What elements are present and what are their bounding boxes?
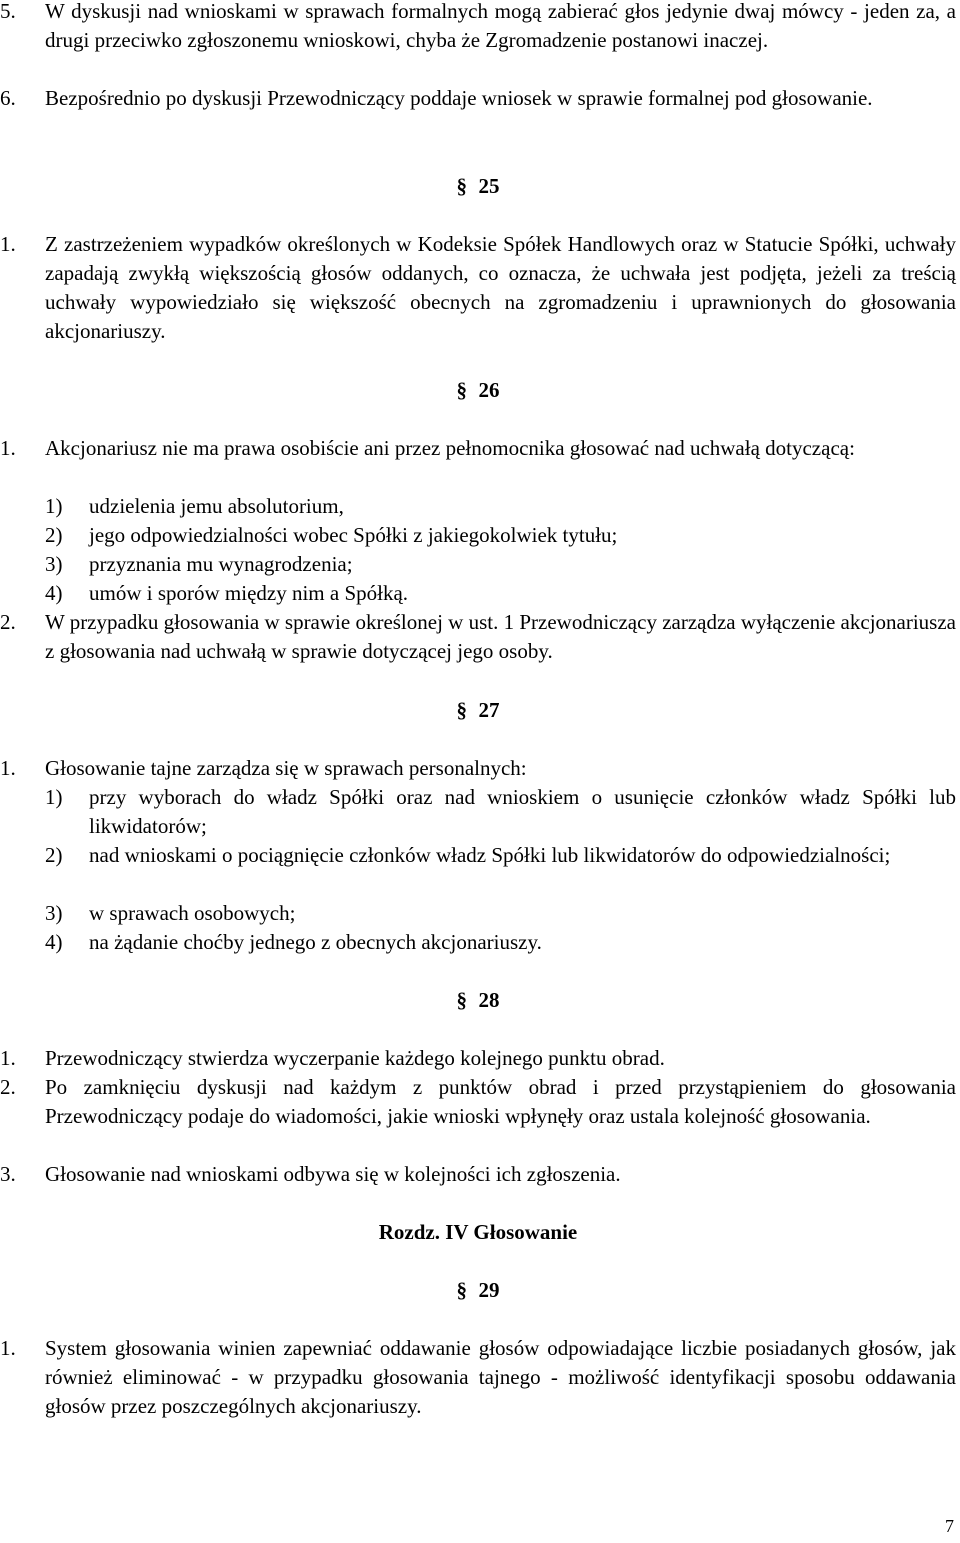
section-number: 28 <box>478 988 500 1012</box>
paragraph-text: Głosowanie tajne zarządza się w sprawach personalnych: <box>45 756 527 780</box>
list-item-text: udzielenia jemu absolutorium, <box>89 494 344 518</box>
list-item-number: 2) <box>45 843 63 867</box>
page-number: 7 <box>945 1516 954 1536</box>
chapter-title: Rozdz. IV Głosowanie <box>378 1220 578 1244</box>
paragraph-26-2 <box>0 608 956 666</box>
section-number: 25 <box>478 174 500 198</box>
section-heading-25 <box>0 172 956 201</box>
paragraph-number: 1. <box>0 232 16 256</box>
section-sign: § <box>456 698 467 722</box>
list-item-text: umów i sporów między nim a Spółką. <box>89 581 409 605</box>
paragraph-27-1 <box>0 754 956 783</box>
section-sign: § <box>456 174 467 198</box>
paragraph-text: Po zamknięciu dyskusji nad każdym z punktów obrad i przed przystąpieniem do głosowania Przewodniczący podaje do wiadomości, jakie wnioski wpłynęły oraz ustala kolejność głosowania. <box>45 1075 956 1128</box>
paragraph-text: Bezpośrednio po dyskusji Przewodniczący poddaje wniosek w sprawie formalnej pod głosowanie. <box>45 86 873 110</box>
paragraph-number: 1. <box>0 1336 16 1360</box>
list-item <box>45 492 956 521</box>
list-item <box>45 783 956 841</box>
section-sign: § <box>456 988 467 1012</box>
paragraph-28-1 <box>0 1044 956 1073</box>
list-item-number: 4) <box>45 581 63 605</box>
paragraph-25-1 <box>0 230 956 346</box>
paragraph-text: Akcjonariusz nie ma prawa osobiście ani przez pełnomocnika głosować nad uchwałą dotyczącą: <box>45 436 855 460</box>
section-number: 27 <box>478 698 500 722</box>
list-item <box>45 841 956 870</box>
paragraph-number: 1. <box>0 756 16 780</box>
list-item-number: 3) <box>45 901 63 925</box>
paragraph-number: 3. <box>0 1162 16 1186</box>
section-heading-29 <box>0 1276 956 1305</box>
paragraph-6 <box>0 84 956 113</box>
list-item-text: jego odpowiedzialności wobec Spółki z jakiegokolwiek tytułu; <box>89 523 618 547</box>
list-item <box>45 899 956 928</box>
list-item-number: 1) <box>45 494 63 518</box>
section-sign: § <box>456 1278 467 1302</box>
list-item <box>45 579 956 608</box>
section-heading-27 <box>0 696 956 725</box>
list-item-text: nad wnioskami o pociągnięcie członków władz Spółki lub likwidatorów do odpowiedzialności; <box>89 843 891 867</box>
section-heading-28 <box>0 986 956 1015</box>
list-item <box>45 550 956 579</box>
section-heading-26 <box>0 376 956 405</box>
paragraph-number: 6. <box>0 86 16 110</box>
list-item-number: 2) <box>45 523 63 547</box>
list-item-text: na żądanie choćby jednego z obecnych akcjonariuszy. <box>89 930 542 954</box>
paragraph-text: Przewodniczący stwierdza wyczerpanie każdego kolejnego punktu obrad. <box>45 1046 665 1070</box>
list-item <box>45 521 956 550</box>
paragraph-number: 1. <box>0 1046 16 1070</box>
paragraph-text: Głosowanie nad wnioskami odbywa się w kolejności ich zgłoszenia. <box>45 1162 621 1186</box>
list-item <box>45 928 956 957</box>
paragraph-5 <box>0 0 956 55</box>
paragraph-text: System głosowania winien zapewniać oddawanie głosów odpowiadające liczbie posiadanych głosów, jak również eliminować - w przypadku głosowania tajnego - możliwość identyfikacji sposobu oddawania głosów przez poszczególnych akcjonariuszy. <box>45 1336 956 1418</box>
paragraph-number: 2. <box>0 610 16 634</box>
list-item-text: przy wyborach do władz Spółki oraz nad wnioskiem o usunięcie członków władz Spółki lub likwidatorów; <box>89 785 956 838</box>
list-item-number: 3) <box>45 552 63 576</box>
paragraph-28-3 <box>0 1160 956 1189</box>
section-number: 29 <box>478 1278 500 1302</box>
paragraph-28-2 <box>0 1073 956 1131</box>
list-item-text: w sprawach osobowych; <box>89 901 296 925</box>
section-number: 26 <box>478 378 500 402</box>
list-item-number: 4) <box>45 930 63 954</box>
paragraph-number: 1. <box>0 436 16 460</box>
list-item-number: 1) <box>45 785 63 809</box>
paragraph-number: 5. <box>0 0 16 23</box>
paragraph-text: W dyskusji nad wnioskami w sprawach formalnych mogą zabierać głos jedynie dwaj mówcy - jeden za, a drugi przeciwko zgłoszonemu wnioskowi, chyba że Zgromadzenie postanowi inaczej. <box>45 0 956 52</box>
paragraph-text: Z zastrzeżeniem wypadków określonych w Kodeksie Spółek Handlowych oraz w Statucie Spółki, uchwały zapadają zwykłą większością głosów oddanych, co oznacza, że uchwała jest podjęta, jeżeli za treścią uchwały wypowiedziało się większość obecnych na zgromadzeniu i uprawnionych do głosowania akcjonariuszy. <box>45 232 956 343</box>
paragraph-29-1 <box>0 1334 956 1421</box>
paragraph-number: 2. <box>0 1075 16 1099</box>
paragraph-26-1 <box>0 434 956 463</box>
section-sign: § <box>456 378 467 402</box>
list-item-text: przyznania mu wynagrodzenia; <box>89 552 353 576</box>
paragraph-text: W przypadku głosowania w sprawie określonej w ust. 1 Przewodniczący zarządza wyłączenie akcjonariusza z głosowania nad uchwałą w sprawie dotyczącej jego osoby. <box>45 610 956 663</box>
